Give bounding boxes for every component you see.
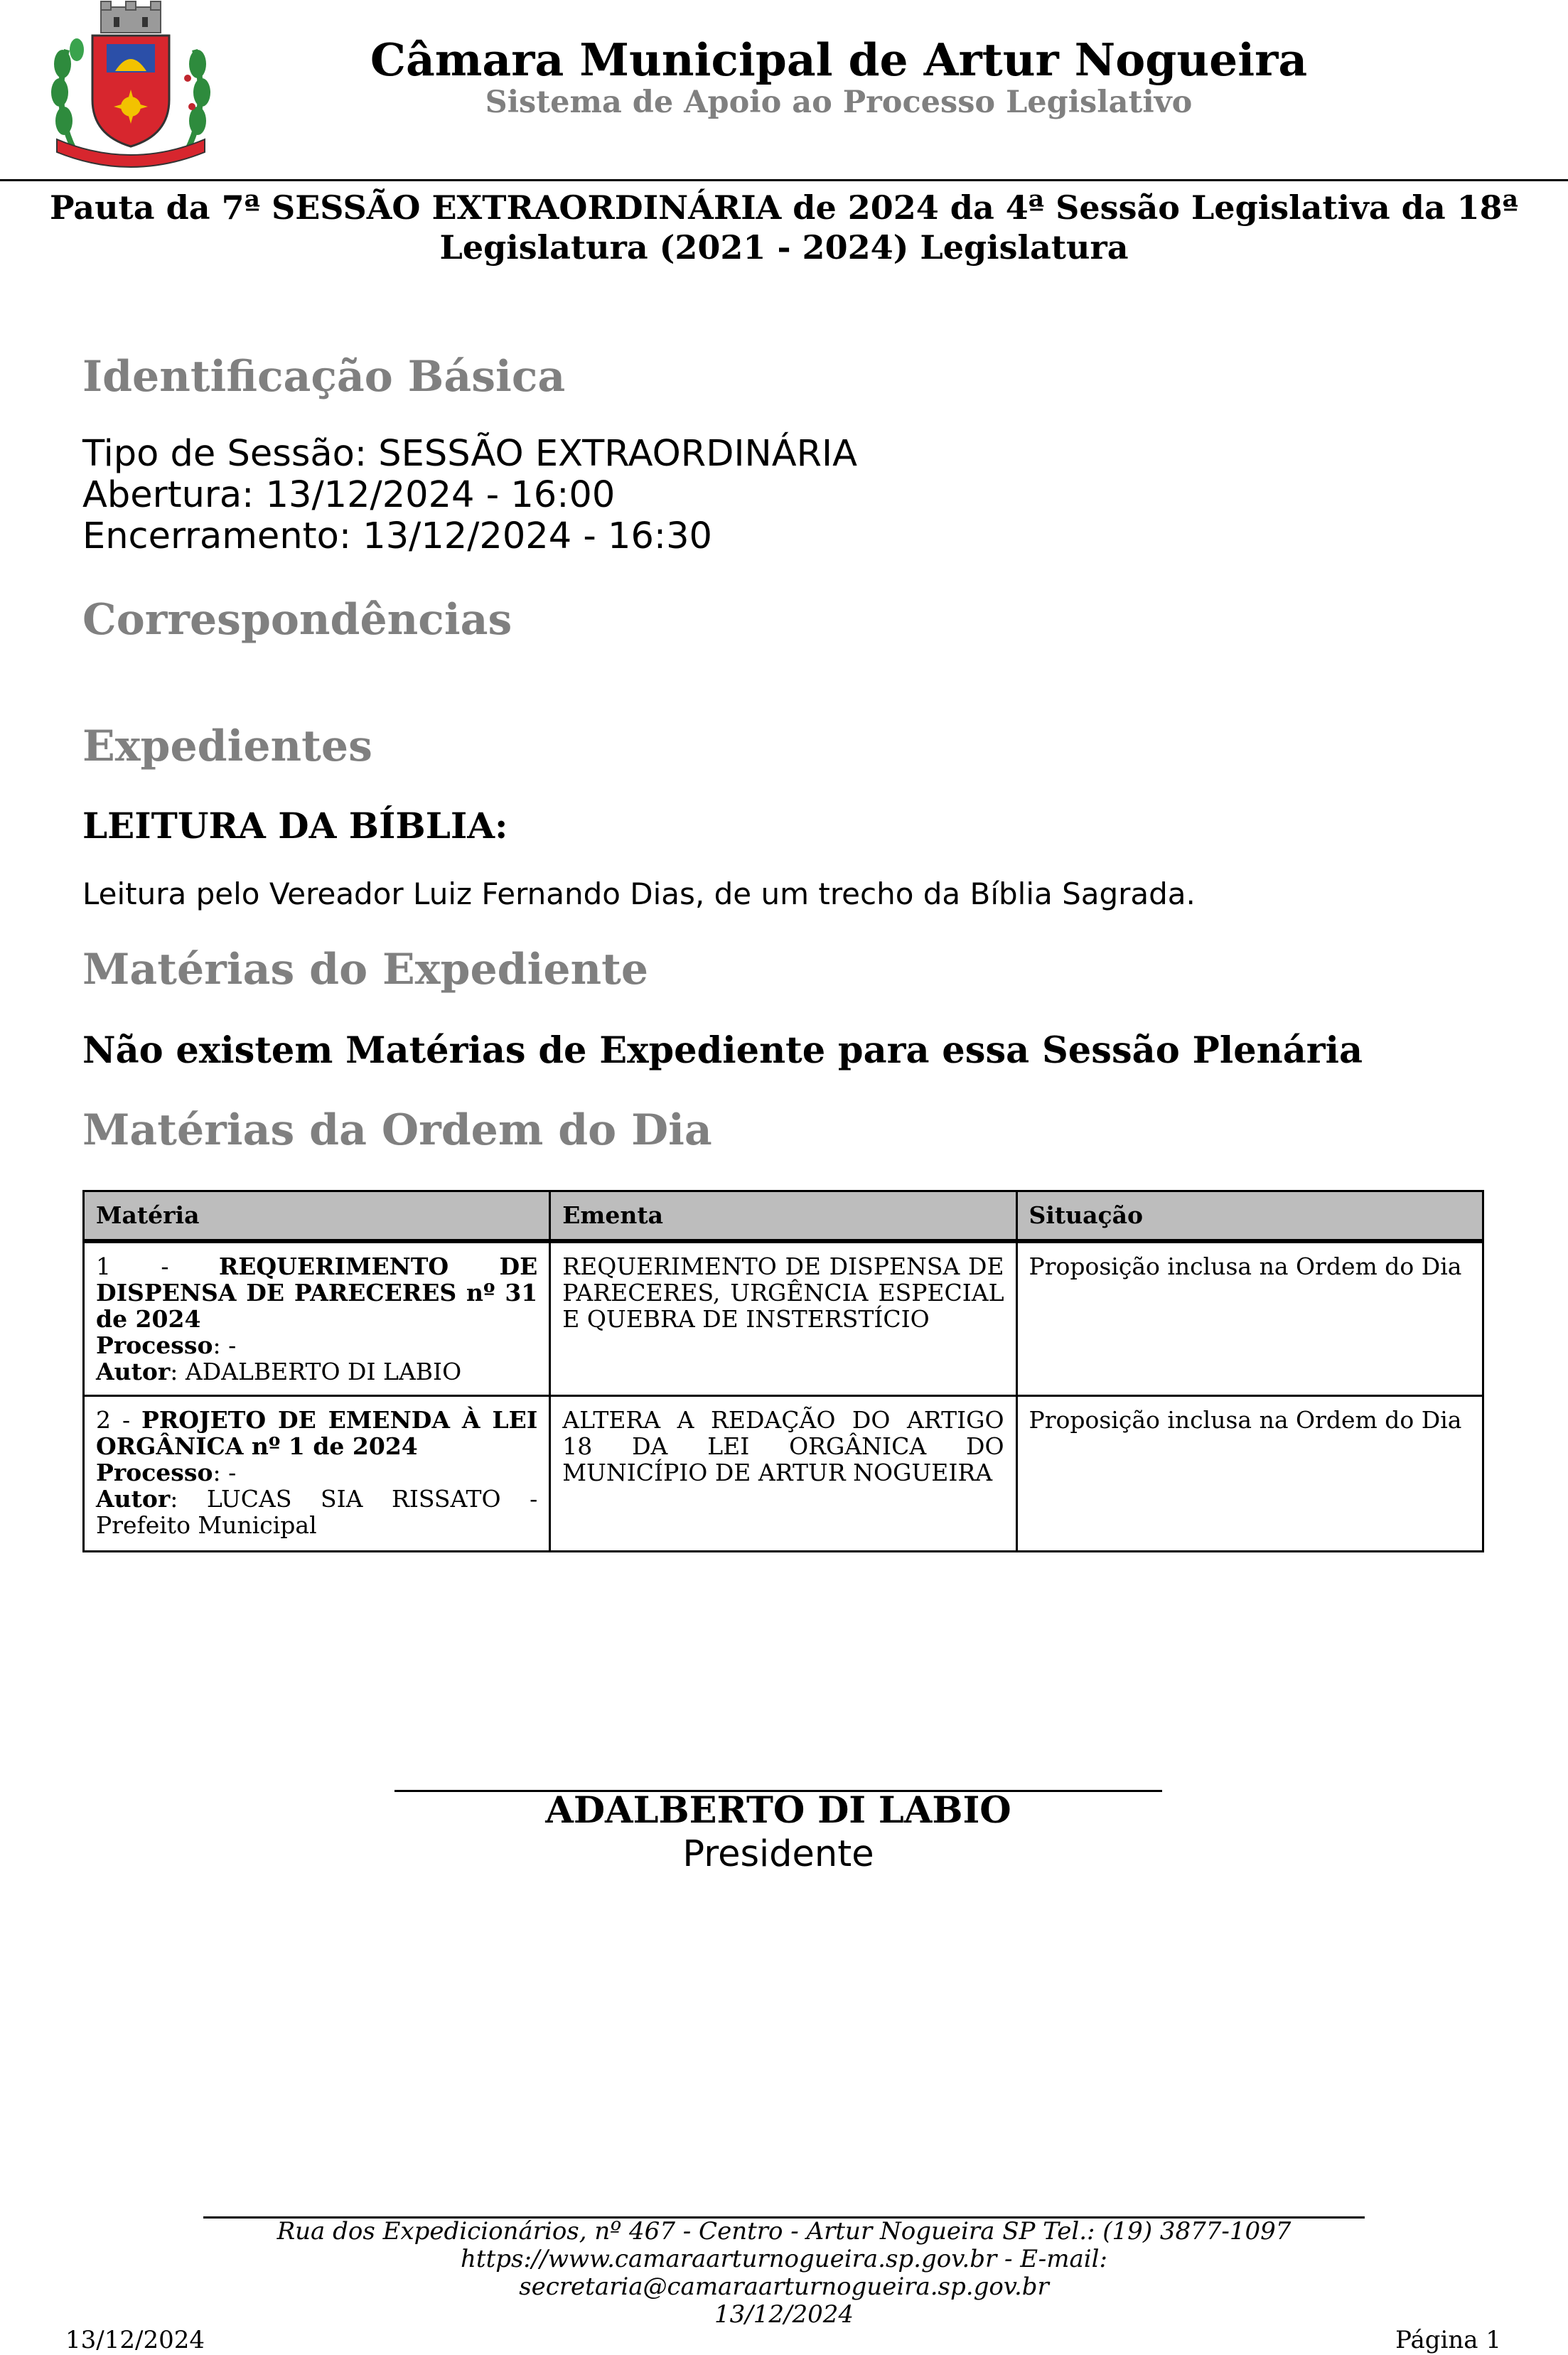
section-heading-materias-expediente: Matérias do Expediente bbox=[82, 945, 649, 994]
section-heading-identificacao: Identificação Básica bbox=[82, 352, 566, 402]
municipal-coat-of-arms-logo bbox=[45, 0, 216, 169]
tipo-sessao-label: Tipo de Sessão: bbox=[82, 433, 367, 475]
ementa-cell: REQUERIMENTO DE DISPENSA DE PARECERES, URGÊNCIA ESPECIAL E QUEBRA DE INSTERSTÍCIO bbox=[550, 1241, 1016, 1396]
encerramento-label: Encerramento: bbox=[82, 515, 352, 557]
no-materias-message: Não existem Matérias de Expediente para essa Sessão Plenária bbox=[82, 1029, 1363, 1072]
situacao-cell: Proposição inclusa na Ordem do Dia bbox=[1016, 1396, 1483, 1552]
header-divider bbox=[0, 179, 1568, 181]
abertura-line bbox=[82, 475, 857, 516]
autor-value: ADALBERTO DI LABIO bbox=[185, 1358, 462, 1385]
tipo-sessao-value: SESSÃO EXTRAORDINÁRIA bbox=[378, 433, 857, 475]
session-info-block bbox=[82, 434, 857, 557]
processo-value: - bbox=[228, 1331, 237, 1359]
column-header-materia: Matéria bbox=[84, 1191, 550, 1242]
materia-number: 2 bbox=[96, 1406, 111, 1434]
ementa-cell: ALTERA A REDAÇÃO DO ARTIGO 18 DA LEI ORGÂNICA DO MUNICÍPIO DE ARTUR NOGUEIRA bbox=[550, 1396, 1016, 1552]
tipo-sessao-line bbox=[82, 434, 857, 475]
column-header-situacao: Situação bbox=[1016, 1191, 1483, 1242]
column-header-ementa: Ementa bbox=[550, 1191, 1016, 1242]
header-title: Câmara Municipal de Artur Nogueira bbox=[370, 33, 1308, 86]
materia-number: 1 bbox=[96, 1252, 111, 1280]
page-number: Página 1 bbox=[1395, 2326, 1501, 2354]
materia-cell: 2 - PROJETO DE EMENDA À LEI ORGÂNICA nº 1 de 2024 Processo: - Autor: LUCAS SIA RISSATO - Prefeito Municipal bbox=[84, 1396, 550, 1552]
table-row bbox=[84, 1241, 1483, 1396]
autor-value: LUCAS SIA RISSATO - Prefeito Municipal bbox=[96, 1485, 538, 1539]
footer-address-text: Rua dos Expedicionários, nº 467 - Centro - Artur Nogueira SP Tel.: (19) 3877-1097 https://www.camaraarturnogueira.sp.gov.br - E-mail: secretaria@camaraarturnogueira.sp.gov.br bbox=[276, 2217, 1292, 2301]
autor-label: Autor bbox=[96, 1485, 171, 1513]
footer-address bbox=[203, 2218, 1365, 2329]
ordem-do-dia-table bbox=[82, 1190, 1484, 1552]
abertura-value: 13/12/2024 - 16:00 bbox=[265, 474, 616, 516]
pauta-title: Pauta da 7ª SESSÃO EXTRAORDINÁRIA de 2024 da 4ª Sessão Legislativa da 18ª Legislatura (2021 - 2024) Legislatura bbox=[49, 188, 1519, 267]
header-subtitle: Sistema de Apoio ao Processo Legislativo bbox=[485, 85, 1193, 120]
table-header-row bbox=[84, 1191, 1483, 1242]
processo-label: Processo bbox=[96, 1459, 213, 1486]
abertura-label: Abertura: bbox=[82, 474, 254, 516]
processo-value: - bbox=[228, 1459, 237, 1486]
footer-address-date: 13/12/2024 bbox=[714, 2300, 854, 2329]
materia-title: PROJETO DE EMENDA À LEI ORGÂNICA nº 1 de 2024 bbox=[96, 1406, 538, 1460]
signatory-role: Presidente bbox=[682, 1833, 874, 1875]
signatory-name: ADALBERTO DI LABIO bbox=[545, 1789, 1011, 1832]
section-heading-correspondencias: Correspondências bbox=[82, 595, 512, 645]
materia-cell: 1 - REQUERIMENTO DE DISPENSA DE PARECERES nº 31 de 2024 Processo: - Autor: ADALBERTO DI LABIO bbox=[84, 1241, 550, 1396]
autor-label: Autor bbox=[96, 1358, 171, 1385]
table-row bbox=[84, 1396, 1483, 1552]
section-heading-expedientes: Expedientes bbox=[82, 721, 372, 771]
encerramento-value: 13/12/2024 - 16:30 bbox=[363, 515, 712, 557]
footer-date: 13/12/2024 bbox=[65, 2326, 205, 2354]
section-heading-ordem-do-dia: Matérias da Ordem do Dia bbox=[82, 1105, 712, 1155]
leitura-biblia-text: Leitura pelo Vereador Luiz Fernando Dias, de um trecho da Bíblia Sagrada. bbox=[82, 876, 1196, 911]
encerramento-line bbox=[82, 516, 857, 557]
materia-title: REQUERIMENTO DE DISPENSA DE PARECERES nº 31 de 2024 bbox=[96, 1252, 538, 1333]
leitura-biblia-title: LEITURA DA BÍBLIA: bbox=[82, 805, 508, 847]
situacao-cell: Proposição inclusa na Ordem do Dia bbox=[1016, 1241, 1483, 1396]
processo-label: Processo bbox=[96, 1331, 213, 1359]
